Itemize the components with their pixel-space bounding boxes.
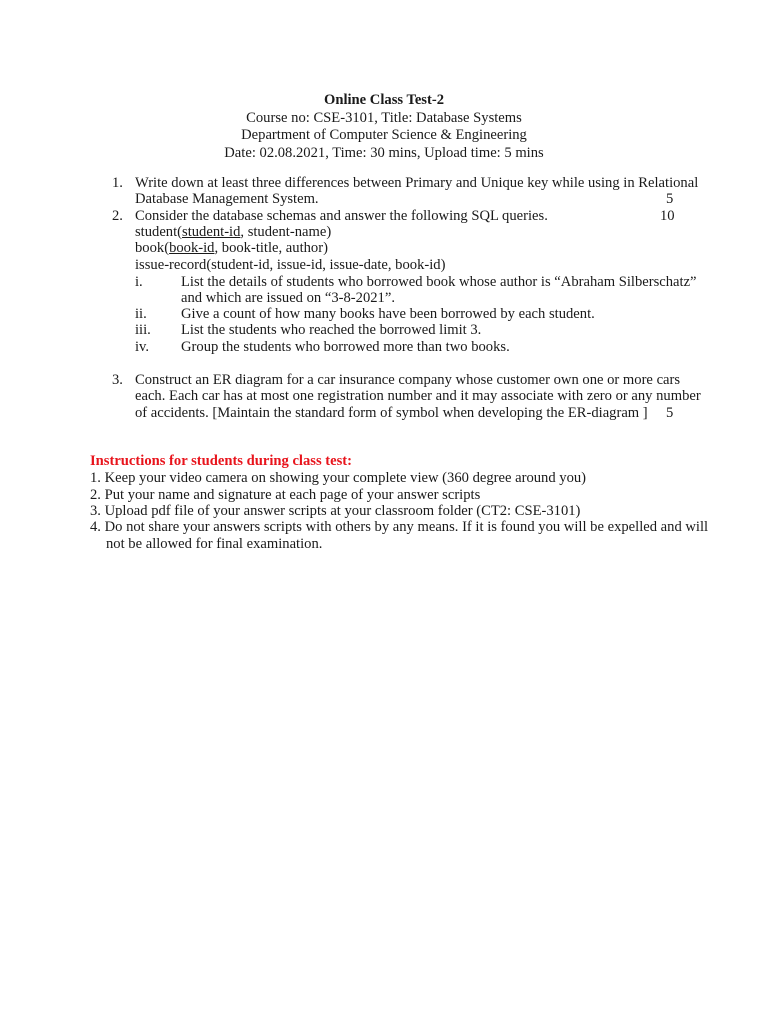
- schema-book-rest: , book-title, author): [214, 240, 328, 256]
- instructions-title: Instructions for students during class test:: [90, 453, 353, 469]
- question-3-number: 3.: [112, 372, 123, 388]
- subquestion-numeral: iii.: [135, 322, 151, 338]
- instruction-item: 1. Keep your video camera on showing your complete view (360 degree around you): [90, 470, 587, 486]
- question-3-text-line1: Construct an ER diagram for a car insurance company whose customer own one or more cars: [135, 372, 681, 388]
- schema-student-key: student-id: [182, 224, 241, 240]
- date-time-info: Date: 02.08.2021, Time: 30 mins, Upload time: 5 mins: [224, 144, 544, 161]
- schema-student: [135, 224, 331, 240]
- question-2-number: 2.: [112, 208, 123, 224]
- document-header: [0, 92, 768, 162]
- subquestion-text: List the details of students who borrowed book whose author is “Abraham Silberschatz”: [181, 274, 697, 290]
- subquestion-text: List the students who reached the borrowed limit 3.: [181, 322, 482, 338]
- instruction-item: 2. Put your name and signature at each page of your answer scripts: [90, 487, 481, 503]
- question-2-marks: 10: [660, 208, 675, 224]
- subquestion-text: Give a count of how many books have been borrowed by each student.: [181, 306, 595, 322]
- instruction-item-continuation: not be allowed for final examination.: [106, 536, 323, 552]
- schema-book: [135, 240, 328, 256]
- subquestion-numeral: i.: [135, 274, 143, 290]
- test-title: Online Class Test-2: [323, 92, 445, 108]
- subquestion-text: Group the students who borrowed more than two books.: [181, 339, 510, 355]
- schema-issue-record: issue-record(student-id, issue-id, issue-date, book-id): [135, 257, 446, 273]
- department: Department of Computer Science & Engineering: [241, 127, 527, 143]
- question-1-text-line2: Database Management System.: [135, 191, 319, 207]
- schema-student-prefix: student(: [135, 224, 183, 240]
- question-3-text-line2: each. Each car has at most one registration number and it may associate with zero or any number: [135, 388, 701, 404]
- question-1-marks: 5: [666, 191, 674, 207]
- question-3-marks: 5: [666, 405, 674, 421]
- schema-student-rest: , student-name): [240, 224, 332, 240]
- schema-book-key: book-id: [169, 240, 215, 256]
- subquestion-numeral: ii.: [135, 306, 147, 322]
- subquestion-text: and which are issued on “3-8-2021”.: [181, 290, 395, 306]
- course-info: Course no: CSE-3101, Title: Database Systems: [246, 109, 522, 126]
- question-3-text-line3: of accidents. [Maintain the standard form of symbol when developing the ER-diagram ]: [135, 405, 648, 421]
- instruction-item: 4. Do not share your answers scripts with others by any means. If it is found you will be expelled and will: [90, 519, 709, 535]
- schema-book-prefix: book(: [135, 240, 170, 256]
- subquestion-numeral: iv.: [135, 339, 150, 355]
- question-1-text-line1: Write down at least three differences between Primary and Unique key while using in Relational: [135, 175, 699, 191]
- instruction-item: 3. Upload pdf file of your answer scripts at your classroom folder (CT2: CSE-3101): [90, 503, 581, 519]
- question-1-number: 1.: [112, 175, 123, 191]
- question-2-text: Consider the database schemas and answer the following SQL queries.: [135, 208, 548, 224]
